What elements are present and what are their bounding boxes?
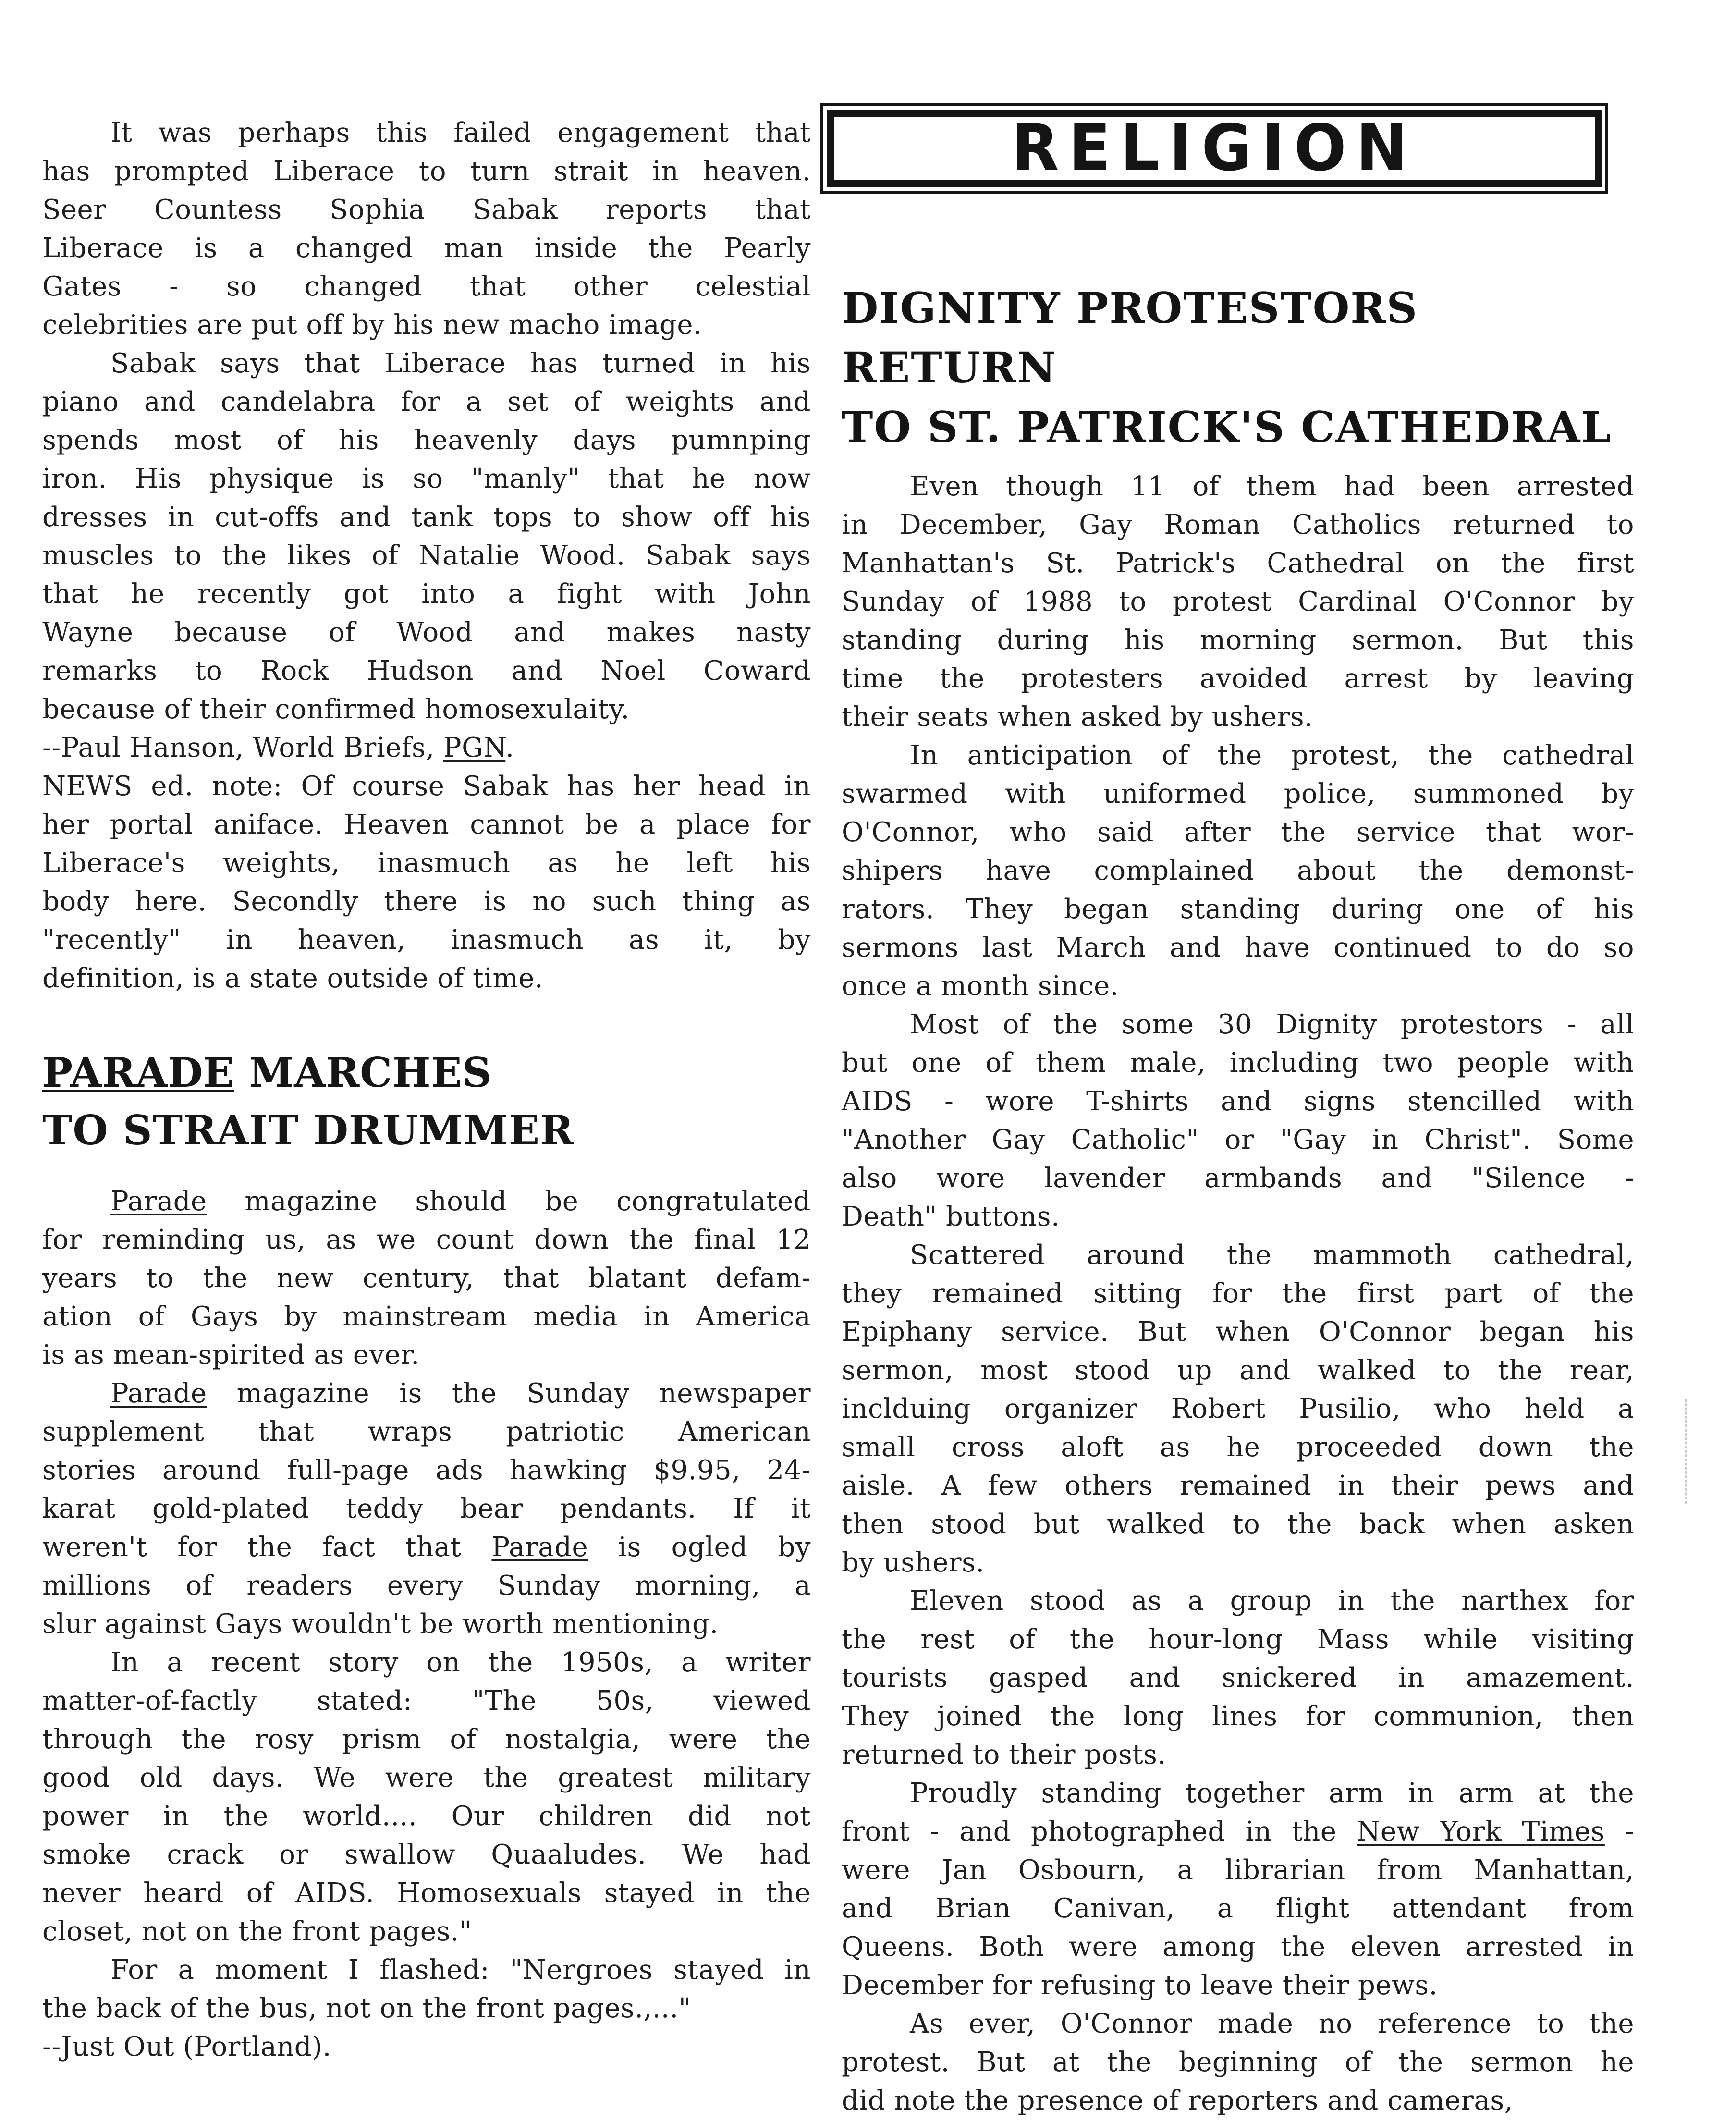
paragraph: [42, 2028, 811, 2066]
text-line: NEWS ed. note: Of course Sabak has her head in: [42, 771, 811, 802]
paragraph: [842, 736, 1634, 1006]
text-line: that he recently got into a fight with John: [42, 578, 811, 610]
text-line: Epiphany service. But when O'Connor began his: [842, 1316, 1634, 1348]
text-line: They joined the long lines for communion, then: [842, 1701, 1634, 1732]
paragraph: [42, 729, 811, 767]
text-line: did note the presence of reporters and cameras,: [842, 2085, 1513, 2116]
text-line: smoke crack or swallow Quaaludes. We had: [42, 1839, 811, 1870]
text-line: were Jan Osbourn, a librarian from Manhattan,: [842, 1854, 1634, 1886]
text-line: --Paul Hanson, World Briefs, PGN.: [42, 732, 514, 763]
text-line: front - and photographed in the New York Times -: [842, 1816, 1635, 1847]
text-line: Gates - so changed that other celestial: [42, 271, 811, 302]
text-line: "Another Gay Catholic" or "Gay in Christ". Some: [842, 1124, 1634, 1155]
text-line: O'Connor, who said after the service that wor-: [842, 817, 1634, 848]
text-line: For a moment I flashed: "Nergroes stayed in: [110, 1954, 811, 1986]
text-line: It was perhaps this failed engagement that: [110, 117, 811, 148]
text-line: because of their confirmed homosexulaity.: [42, 694, 630, 725]
text-line: Liberace is a changed man inside the Pearly: [42, 233, 811, 264]
text-line: returned to their posts.: [842, 1739, 1166, 1770]
paragraph: [842, 1236, 1634, 1582]
text-line: their seats when asked by ushers.: [842, 701, 1313, 733]
text-line: Seer Countess Sophia Sabak reports that: [42, 194, 811, 225]
text-line: remarks to Rock Hudson and Noel Coward: [42, 655, 811, 687]
text-line: years to the new century, that blatant defam-: [42, 1263, 811, 1294]
text-line: for reminding us, as we count down the final 12: [42, 1224, 811, 1255]
text-line: Queens. Both were among the eleven arrested in: [842, 1931, 1634, 1963]
text-line: Proudly standing together arm in arm at the: [910, 1778, 1634, 1809]
text-line: millions of readers every Sunday morning, a: [42, 1570, 811, 1601]
text-line: AIDS - wore T-shirts and signs stencilled with: [842, 1086, 1634, 1117]
text-line: Sunday of 1988 to protest Cardinal O'Connor by: [842, 586, 1634, 617]
text-line: --Just Out (Portland).: [42, 2031, 331, 2062]
text-line: aisle. A few others remained in their pews and: [842, 1470, 1634, 1501]
heading-line: TO STRAIT DRUMMER: [42, 1106, 574, 1154]
text-line: swarmed with uniformed police, summoned by: [842, 778, 1634, 810]
text-line: standing during his morning sermon. But this: [842, 625, 1634, 656]
text-line: her portal aniface. Heaven cannot be a place for: [42, 809, 811, 840]
text-line: small cross aloft as he proceeded down the: [842, 1432, 1634, 1463]
text-line: good old days. We were the greatest military: [42, 1762, 811, 1793]
text-line: and Brian Canivan, a flight attendant from: [842, 1893, 1634, 1924]
text-line: December for refusing to leave their pews.: [842, 1970, 1438, 2001]
text-line: but one of them male, including two people with: [842, 1047, 1634, 1079]
text-line: Most of the some 30 Dignity protestors - all: [910, 1009, 1634, 1040]
text-line: shipers have complained about the demonst-: [842, 855, 1634, 886]
text-line: slur against Gays wouldn't be worth mentioning.: [42, 1608, 719, 1640]
headline-line: TO ST. PATRICK'S CATHEDRAL: [842, 402, 1612, 452]
text-line: also wore lavender armbands and "Silence -: [842, 1163, 1634, 1194]
paragraph: [842, 1582, 1634, 1774]
text-line: through the rosy prism of nostalgia, were the: [42, 1724, 811, 1755]
text-line: never heard of AIDS. Homosexuals stayed in the: [42, 1878, 811, 1909]
text-line: has prompted Liberace to turn strait in heaven.: [42, 156, 811, 187]
religion-banner-inner-frame: [827, 110, 1602, 187]
text-line: weren't for the fact that Parade is ogled by: [42, 1532, 811, 1563]
text-line: matter-of-factly stated: "The 50s, viewed: [42, 1685, 811, 1717]
text-line: piano and candelabra for a set of weights and: [42, 386, 811, 417]
paragraph: [42, 114, 811, 344]
heading-line: PARADE MARCHES: [42, 1049, 492, 1096]
text-line: In anticipation of the protest, the cathedral: [910, 740, 1634, 771]
section-heading: [42, 1044, 811, 1159]
left-column: [42, 0, 811, 2066]
paragraph: [842, 2005, 1634, 2120]
paragraph: [42, 1374, 811, 1644]
text-line: Liberace's weights, inasmuch as he left his: [42, 847, 811, 879]
paragraph: [842, 1774, 1634, 2005]
paragraph: [42, 344, 811, 729]
text-line: once a month since.: [842, 970, 1119, 1002]
text-line: the rest of the hour-long Mass while visiting: [842, 1624, 1634, 1655]
text-line: dresses in cut-offs and tank tops to show off his: [42, 502, 811, 533]
text-line: spends most of his heavenly days pumnping: [42, 425, 811, 456]
text-line: stories around full-page ads hawking $9.95, 24-: [42, 1455, 811, 1486]
paragraph: [42, 767, 811, 998]
text-line: is as mean-spirited as ever.: [42, 1339, 420, 1371]
text-line: Even though 11 of them had been arrested: [910, 471, 1634, 502]
text-line: Parade magazine is the Sunday newspaper: [110, 1378, 811, 1409]
text-line: time the protesters avoided arrest by leaving: [842, 663, 1634, 694]
text-line: In a recent story on the 1950s, a writer: [110, 1647, 811, 1678]
text-line: Eleven stood as a group in the narthex for: [910, 1585, 1634, 1617]
text-line: rators. They began standing during one of his: [842, 894, 1634, 925]
article-headline: [842, 278, 1634, 457]
text-line: Death" buttons.: [842, 1201, 1060, 1232]
text-line: Sabak says that Liberace has turned in his: [110, 348, 811, 379]
text-line: inclduing organizer Robert Pusilio, who held a: [842, 1393, 1634, 1424]
text-line: sermon, most stood up and walked to the rear,: [842, 1355, 1634, 1386]
text-line: sermons last March and have continued to do so: [842, 932, 1634, 963]
text-line: tourists gasped and snickered in amazement.: [842, 1662, 1634, 1693]
right-column: [842, 0, 1634, 2120]
scan-edge-artifact: [1685, 1399, 1687, 1504]
text-line: Manhattan's St. Patrick's Cathedral on the first: [842, 548, 1634, 579]
text-line: Parade magazine should be congratulated: [110, 1186, 811, 1217]
text-line: in December, Gay Roman Catholics returned to: [842, 509, 1634, 540]
text-line: iron. His physique is so "manly" that he now: [42, 463, 811, 494]
text-line: definition, is a state outside of time.: [42, 963, 544, 994]
text-line: muscles to the likes of Natalie Wood. Sabak says: [42, 540, 811, 571]
text-line: power in the world.... Our children did not: [42, 1801, 811, 1832]
text-line: "recently" in heaven, inasmuch as it, by: [42, 924, 811, 956]
text-line: As ever, O'Connor made no reference to the: [910, 2008, 1634, 2039]
text-line: closet, not on the front pages.": [42, 1916, 472, 1947]
text-line: celebrities are put off by his new macho image.: [42, 309, 702, 341]
text-line: body here. Secondly there is no such thing as: [42, 886, 811, 917]
paragraph: [42, 1644, 811, 1951]
paragraph: [842, 1006, 1634, 1236]
right-column-body: [842, 467, 1634, 2120]
text-line: karat gold-plated teddy bear pendants. If it: [42, 1493, 811, 1524]
text-line: protest. But at the beginning of the sermon he: [842, 2047, 1634, 2078]
paragraph: [42, 1182, 811, 1374]
paragraph: [42, 1951, 811, 2028]
section-title-religion: RELIGION: [1012, 111, 1417, 185]
text-line: ation of Gays by mainstream media in America: [42, 1301, 811, 1332]
text-line: by ushers.: [842, 1547, 985, 1578]
text-line: the back of the bus, not on the front pages.,...": [42, 1993, 691, 2024]
text-line: they remained sitting for the first part of the: [842, 1278, 1634, 1309]
religion-section-banner: [820, 103, 1608, 194]
text-line: supplement that wraps patriotic American: [42, 1416, 811, 1448]
text-line: then stood but walked to the back when asken: [842, 1509, 1634, 1540]
text-line: Scattered around the mammoth cathedral,: [910, 1239, 1634, 1271]
text-line: Wayne because of Wood and makes nasty: [42, 617, 811, 648]
paragraph: [842, 467, 1634, 736]
headline-line: DIGNITY PROTESTORS RETURN: [842, 283, 1418, 393]
